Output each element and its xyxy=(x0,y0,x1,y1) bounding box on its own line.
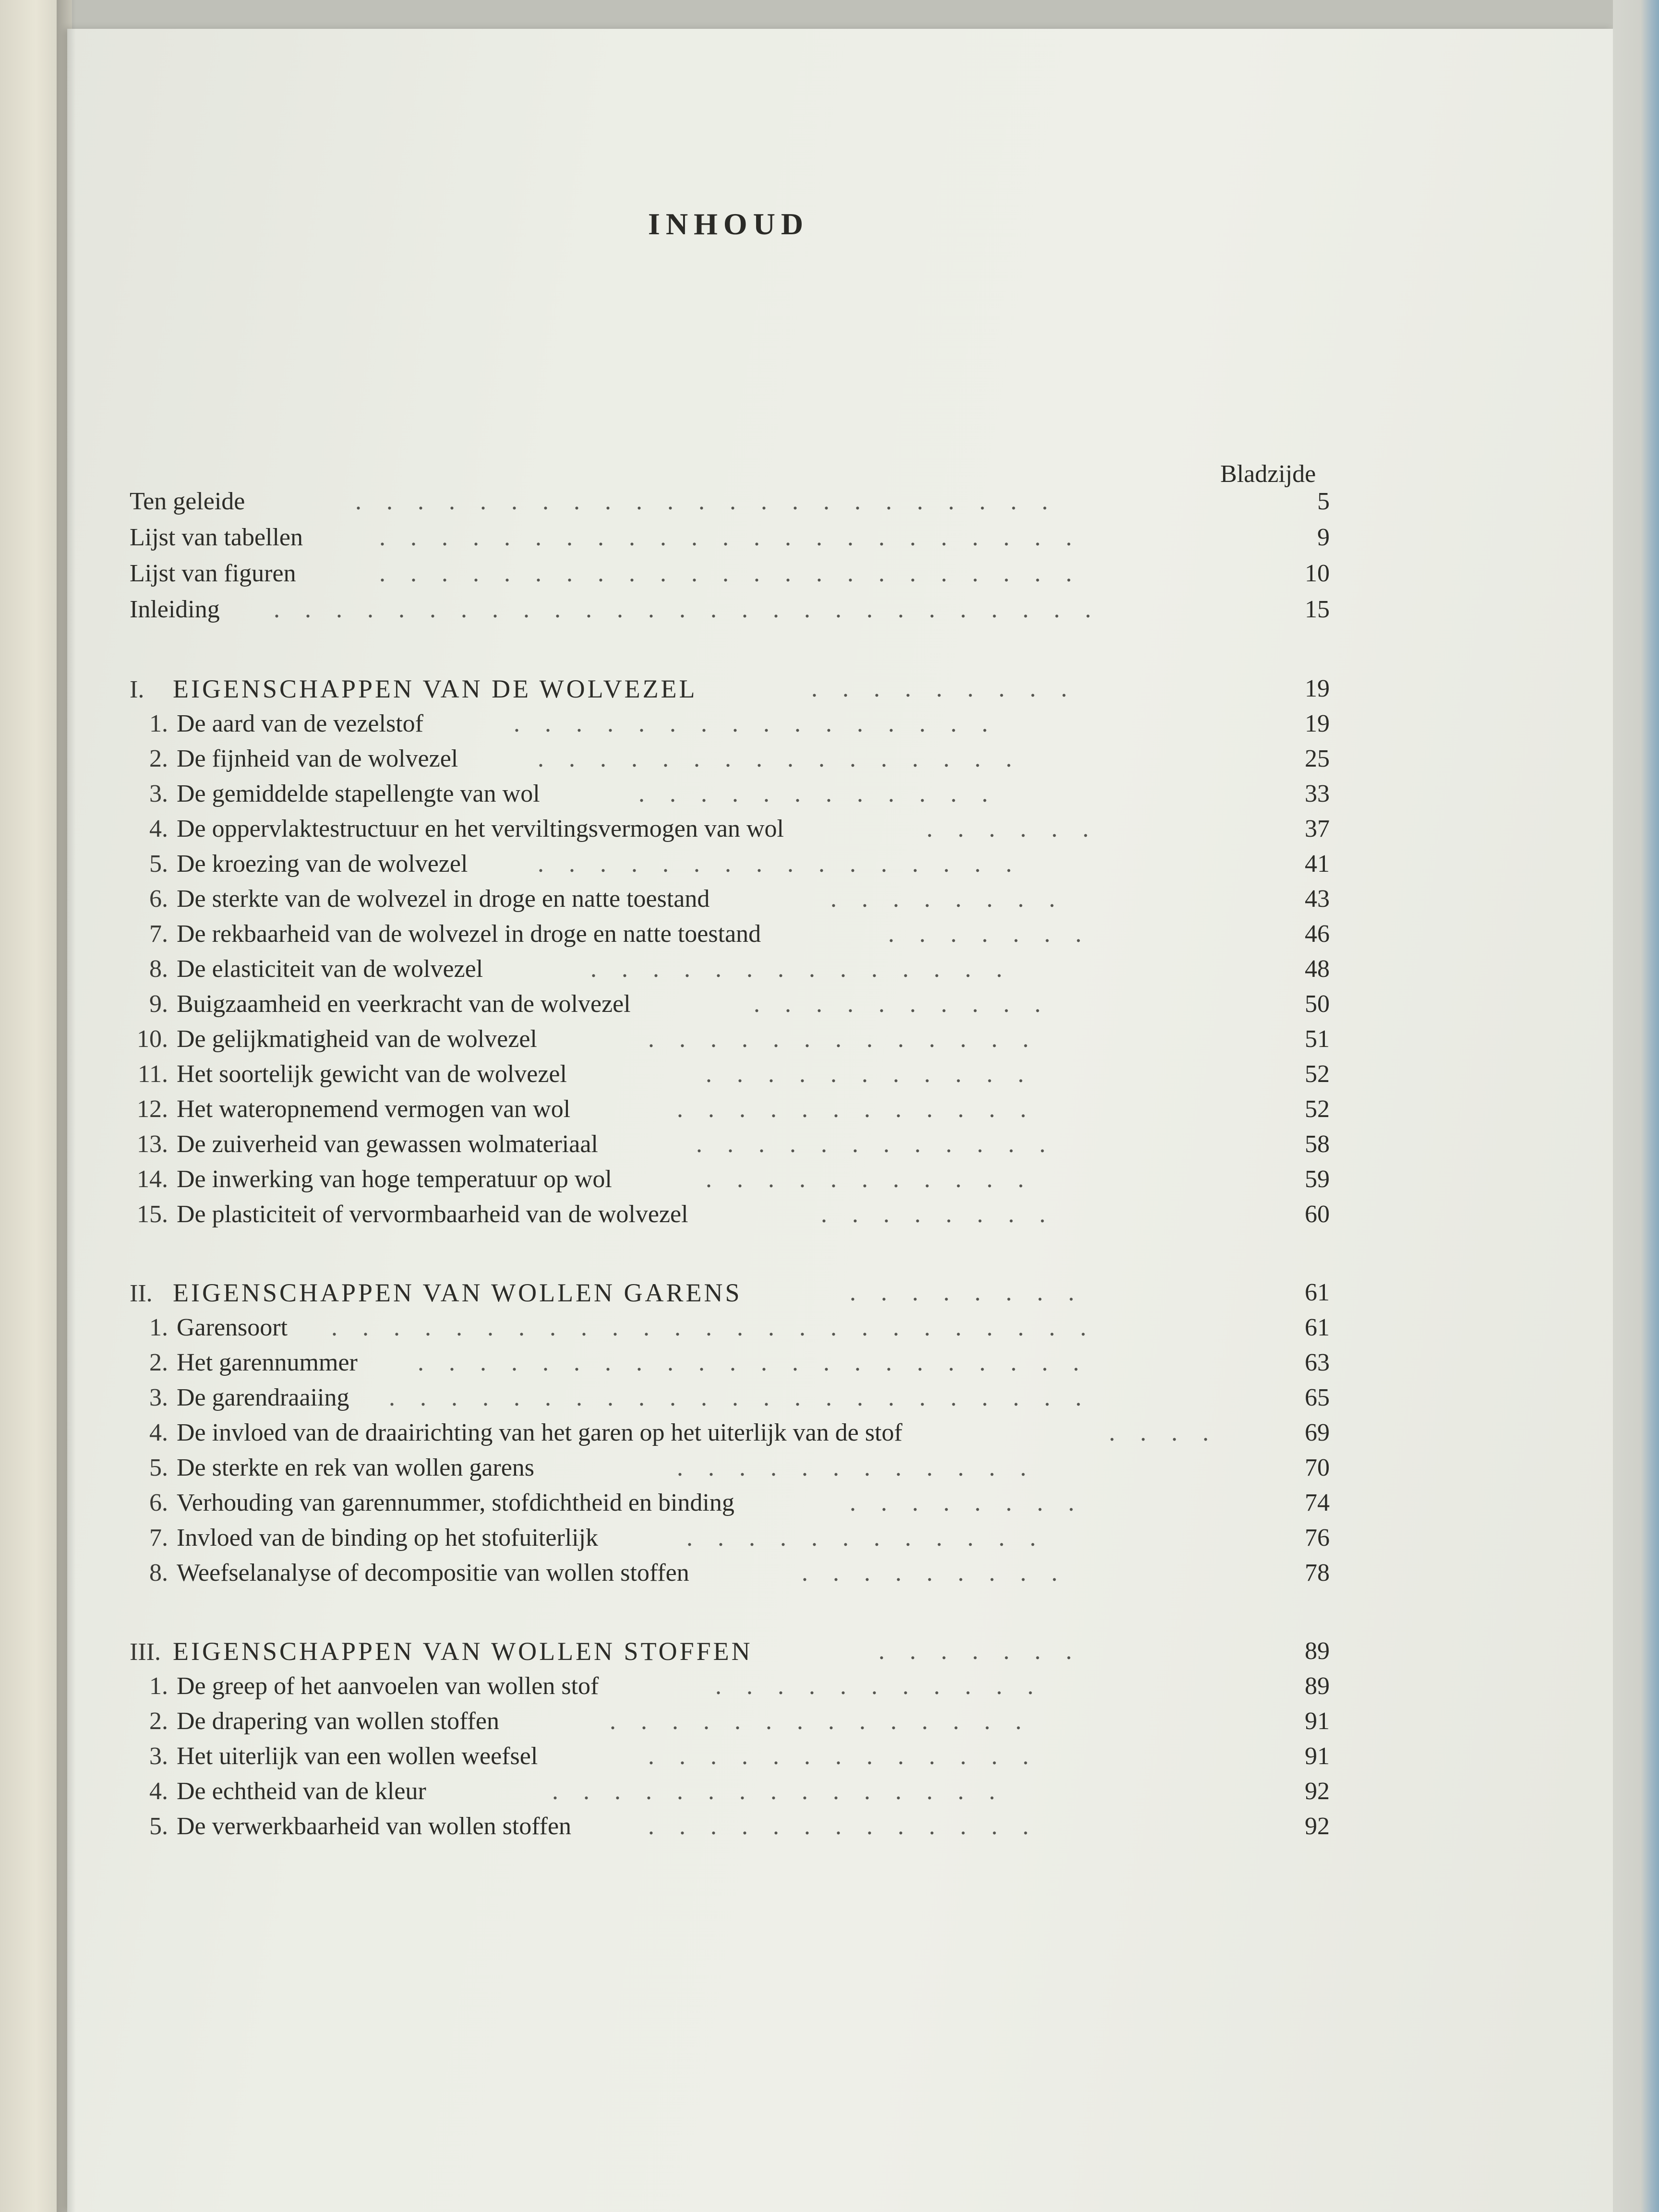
toc-entry-label: De garendraaiing xyxy=(177,1384,349,1411)
leader-dots: ................ xyxy=(538,745,1037,772)
toc-entry: 9. Buigzaamheid en veerkracht van de wolvezel .......... 50 xyxy=(130,987,1330,1021)
leader-dots: ....................... xyxy=(389,1384,1106,1411)
toc-entry-page: 59 xyxy=(1305,1166,1330,1193)
toc-entry: 2. De fijnheid van de wolvezel ................ 25 xyxy=(130,742,1330,776)
toc-entry-page: 9 xyxy=(1317,524,1330,551)
leader-dots: ...... xyxy=(926,815,1114,842)
toc-entry-label: Lijst van figuren xyxy=(130,560,296,587)
toc-entry-label: De zuiverheid van gewassen wolmateriaal xyxy=(177,1130,598,1158)
toc-entry-label: De oppervlaktestructuur en het verviltingsvermogen van wol xyxy=(177,815,784,842)
book-right-edge xyxy=(1613,0,1659,2212)
toc-entry-label: De drapering van wollen stoffen xyxy=(177,1707,499,1735)
toc-entry-page: 25 xyxy=(1305,745,1330,772)
toc-entry-page: 37 xyxy=(1305,815,1330,842)
toc-entry xyxy=(130,593,1330,626)
toc-entry-page: 41 xyxy=(1305,850,1330,878)
leader-dots: ............ xyxy=(677,1095,1051,1123)
leader-dots: ........... xyxy=(706,1060,1049,1088)
toc-entry: 7. De rekbaarheid van de wolvezel in droge en natte toestand ....... 46 xyxy=(130,917,1330,951)
chapter-heading xyxy=(130,1635,1330,1668)
toc-entry-page: 74 xyxy=(1305,1489,1330,1516)
toc-entry-label: De greep of het aanvoelen van wollen stof xyxy=(177,1672,599,1700)
toc-entry-label: De gelijkmatigheid van de wolvezel xyxy=(177,1025,537,1053)
toc-entry: 5. De verwerkbaarheid van wollen stoffen ............. 92 xyxy=(130,1810,1330,1843)
toc-entry-label: De plasticiteit of vervormbaarheid van de wolvezel xyxy=(177,1201,688,1228)
toc-entry-page: 15 xyxy=(1305,596,1330,623)
toc-entry-label: De gemiddelde stapellengte van wol xyxy=(177,780,540,807)
leader-dots: .... xyxy=(1109,1419,1234,1446)
toc-entry-page: 61 xyxy=(1305,1314,1330,1341)
leader-dots: ........... xyxy=(715,1672,1058,1700)
leader-dots: ........ xyxy=(850,1279,1099,1306)
toc-entry: 15. De plasticiteit of vervormbaarheid van de wolvezel ........ 60 xyxy=(130,1198,1330,1231)
page-title: INHOUD xyxy=(648,207,809,241)
toc-entry-label: De rekbaarheid van de wolvezel in droge en natte toestand xyxy=(177,920,761,948)
leader-dots: ........ xyxy=(830,885,1080,913)
chapter-number: II. xyxy=(130,1280,153,1307)
leader-dots: ....................... xyxy=(379,524,1097,551)
toc-entry-page: 50 xyxy=(1305,990,1330,1018)
toc-entry: 6. Verhouding van garennummer, stofdichtheid en binding ........ 74 xyxy=(130,1486,1330,1520)
toc-entry-label: Weefselanalyse of decompositie van wollen stoffen xyxy=(177,1559,689,1587)
leader-dots: ........................... xyxy=(274,596,1116,623)
toc-entry xyxy=(130,557,1330,590)
leader-dots: ........ xyxy=(850,1489,1099,1516)
toc-entry: 8. De elasticiteit van de wolvezel .............. 48 xyxy=(130,952,1330,986)
toc-entry: 1. Garensoort ......................... 61 xyxy=(130,1311,1330,1345)
toc-entry: 3. De gemiddelde stapellengte van wol ............ 33 xyxy=(130,777,1330,811)
toc-entry: 5. De kroezing van de wolvezel ................ 41 xyxy=(130,847,1330,881)
toc-entry: 8. Weefselanalyse of decompositie van wollen stoffen ......... 78 xyxy=(130,1556,1330,1590)
toc-entry: 6. De sterkte van de wolvezel in droge en natte toestand ........ 43 xyxy=(130,882,1330,916)
leader-dots: ............ xyxy=(638,780,1013,807)
toc-entry-label: Ten geleide xyxy=(130,488,245,515)
toc-entry-page: 70 xyxy=(1305,1454,1330,1481)
toc-entry-page: 78 xyxy=(1305,1559,1330,1587)
leader-dots: ......... xyxy=(811,675,1092,702)
leader-dots: ........... xyxy=(706,1166,1049,1193)
toc-entry-page: 58 xyxy=(1305,1130,1330,1158)
toc-entry-page: 65 xyxy=(1305,1384,1330,1411)
leader-dots: ....... xyxy=(888,920,1106,948)
toc-entry-label: De verwerkbaarheid van wollen stoffen xyxy=(177,1813,572,1840)
chapter-number: III. xyxy=(130,1638,161,1666)
toc-entry: 11. Het soortelijk gewicht van de wolvezel ........... 52 xyxy=(130,1058,1330,1091)
toc-entry-label: De sterkte van de wolvezel in droge en natte toestand xyxy=(177,885,710,913)
chapter-page: 19 xyxy=(1305,675,1330,702)
leader-dots: ......................... xyxy=(331,1314,1111,1341)
toc-entry: 1. De aard van de vezelstof ................ 19 xyxy=(130,707,1330,741)
toc-entry-page: 19 xyxy=(1305,710,1330,737)
chapter-title: EIGENSCHAPPEN VAN WOLLEN GARENS xyxy=(173,1278,742,1307)
leader-dots: ............... xyxy=(552,1778,1020,1805)
toc-entry-label: De inwerking van hoge temperatuur op wol xyxy=(177,1166,612,1193)
leader-dots: ........ xyxy=(821,1201,1070,1228)
toc-entry: 4. De invloed van de draairichting van het garen op het uiterlijk van de stof .... 69 xyxy=(130,1416,1330,1450)
leader-dots: ............. xyxy=(648,1743,1054,1770)
toc-entry-page: 52 xyxy=(1305,1095,1330,1123)
toc-entry: 1. De greep of het aanvoelen van wollen stof ........... 89 xyxy=(130,1670,1330,1703)
toc-entry: 4. De echtheid van de kleur ............... 92 xyxy=(130,1775,1330,1808)
toc-entry-page: 60 xyxy=(1305,1201,1330,1228)
toc-entry-page: 46 xyxy=(1305,920,1330,948)
toc-entry-page: 91 xyxy=(1305,1743,1330,1770)
toc-entry-label: De echtheid van de kleur xyxy=(177,1778,426,1805)
toc-entry-page: 89 xyxy=(1305,1672,1330,1700)
toc-entry-label: Het wateropnemend vermogen van wol xyxy=(177,1095,571,1123)
toc-entry-label: Verhouding van garennummer, stofdichtheid en binding xyxy=(177,1489,734,1516)
toc-entry-label: Lijst van tabellen xyxy=(130,524,303,551)
toc-entry: 13. De zuiverheid van gewassen wolmateriaal ............ 58 xyxy=(130,1128,1330,1161)
toc-entry-label: Inleiding xyxy=(130,596,220,623)
chapter-page: 61 xyxy=(1305,1279,1330,1306)
leader-dots: .............. xyxy=(610,1707,1046,1735)
toc-entry: 3. De garendraaiing ....................... 65 xyxy=(130,1381,1330,1415)
leader-dots: ................ xyxy=(538,850,1037,878)
leader-dots: ......... xyxy=(802,1559,1082,1587)
leader-dots: ....................... xyxy=(355,488,1073,515)
toc-entry: 4. De oppervlaktestructuur en het verviltingsvermogen van wol ...... 37 xyxy=(130,812,1330,846)
chapter-number: I. xyxy=(130,676,144,703)
toc-entry: 2. Het garennummer ...................... 63 xyxy=(130,1346,1330,1380)
leader-dots: ....................... xyxy=(379,560,1097,587)
leader-dots: ............. xyxy=(648,1025,1054,1053)
toc-entry: 14. De inwerking van hoge temperatuur op wol ........... 59 xyxy=(130,1163,1330,1196)
toc-entry-page: 33 xyxy=(1305,780,1330,807)
toc-entry-page: 10 xyxy=(1305,560,1330,587)
toc-entry-page: 69 xyxy=(1305,1419,1330,1446)
toc-entry: 3. Het uiterlijk van een wollen weefsel ............. 91 xyxy=(130,1740,1330,1773)
toc-entry-label: Buigzaamheid en veerkracht van de wolvezel xyxy=(177,990,631,1018)
toc-entry-label: Het uiterlijk van een wollen weefsel xyxy=(177,1743,538,1770)
leader-dots: ................ xyxy=(514,710,1013,737)
chapter-page: 89 xyxy=(1305,1637,1330,1665)
toc-entry-label: De aard van de vezelstof xyxy=(177,710,423,737)
chapter-heading xyxy=(130,672,1330,706)
spine-shadow xyxy=(57,0,76,2212)
leader-dots: ............ xyxy=(677,1454,1051,1481)
toc-entry-label: Garensoort xyxy=(177,1314,288,1341)
toc-entry-label: Het garennummer xyxy=(177,1349,358,1376)
toc-entry-label: De sterkte en rek van wollen garens xyxy=(177,1454,535,1481)
leader-dots: ............. xyxy=(648,1813,1054,1840)
toc-entry: 2. De drapering van wollen stoffen .............. 91 xyxy=(130,1705,1330,1738)
toc-entry-label: De elasticiteit van de wolvezel xyxy=(177,955,483,983)
chapter-heading xyxy=(130,1276,1330,1310)
toc-entry: 7. Invloed van de binding op het stofuiterlijk ............ 76 xyxy=(130,1521,1330,1555)
toc-entry-label: De kroezing van de wolvezel xyxy=(177,850,468,878)
page-column-header: Bladzijde xyxy=(1220,460,1316,488)
toc-entry-page: 76 xyxy=(1305,1524,1330,1551)
chapter-title: EIGENSCHAPPEN VAN DE WOLVEZEL xyxy=(173,674,697,703)
leader-dots: ............ xyxy=(686,1524,1061,1551)
toc-entry-page: 63 xyxy=(1305,1349,1330,1376)
toc-entry xyxy=(130,521,1330,554)
leader-dots: ............ xyxy=(696,1130,1070,1158)
leader-dots: ....... xyxy=(878,1637,1097,1665)
toc-entry: 5. De sterkte en rek van wollen garens ............ 70 xyxy=(130,1451,1330,1485)
leader-dots: .............. xyxy=(590,955,1027,983)
toc-entry-page: 52 xyxy=(1305,1060,1330,1088)
toc-entry-page: 48 xyxy=(1305,955,1330,983)
toc-entry-page: 92 xyxy=(1305,1778,1330,1805)
leader-dots: .......... xyxy=(754,990,1066,1018)
toc-entry-label: Het soortelijk gewicht van de wolvezel xyxy=(177,1060,567,1088)
toc-entry-page: 91 xyxy=(1305,1707,1330,1735)
toc-entry: 12. Het wateropnemend vermogen van wol ............ 52 xyxy=(130,1093,1330,1126)
toc-entry-page: 92 xyxy=(1305,1813,1330,1840)
toc-entry-label: Invloed van de binding op het stofuiterlijk xyxy=(177,1524,599,1551)
toc-entry: 10. De gelijkmatigheid van de wolvezel ............. 51 xyxy=(130,1022,1330,1056)
toc-entry-page: 5 xyxy=(1317,488,1330,515)
chapter-title: EIGENSCHAPPEN VAN WOLLEN STOFFEN xyxy=(173,1637,753,1666)
leader-dots: ...................... xyxy=(418,1349,1104,1376)
toc-entry-page: 43 xyxy=(1305,885,1330,913)
toc-entry-label: De fijnheid van de wolvezel xyxy=(177,745,458,772)
toc-entry-label: De invloed van de draairichting van het garen op het uiterlijk van de stof xyxy=(177,1419,902,1446)
toc-entry xyxy=(130,485,1330,518)
toc-entry-page: 51 xyxy=(1305,1025,1330,1053)
